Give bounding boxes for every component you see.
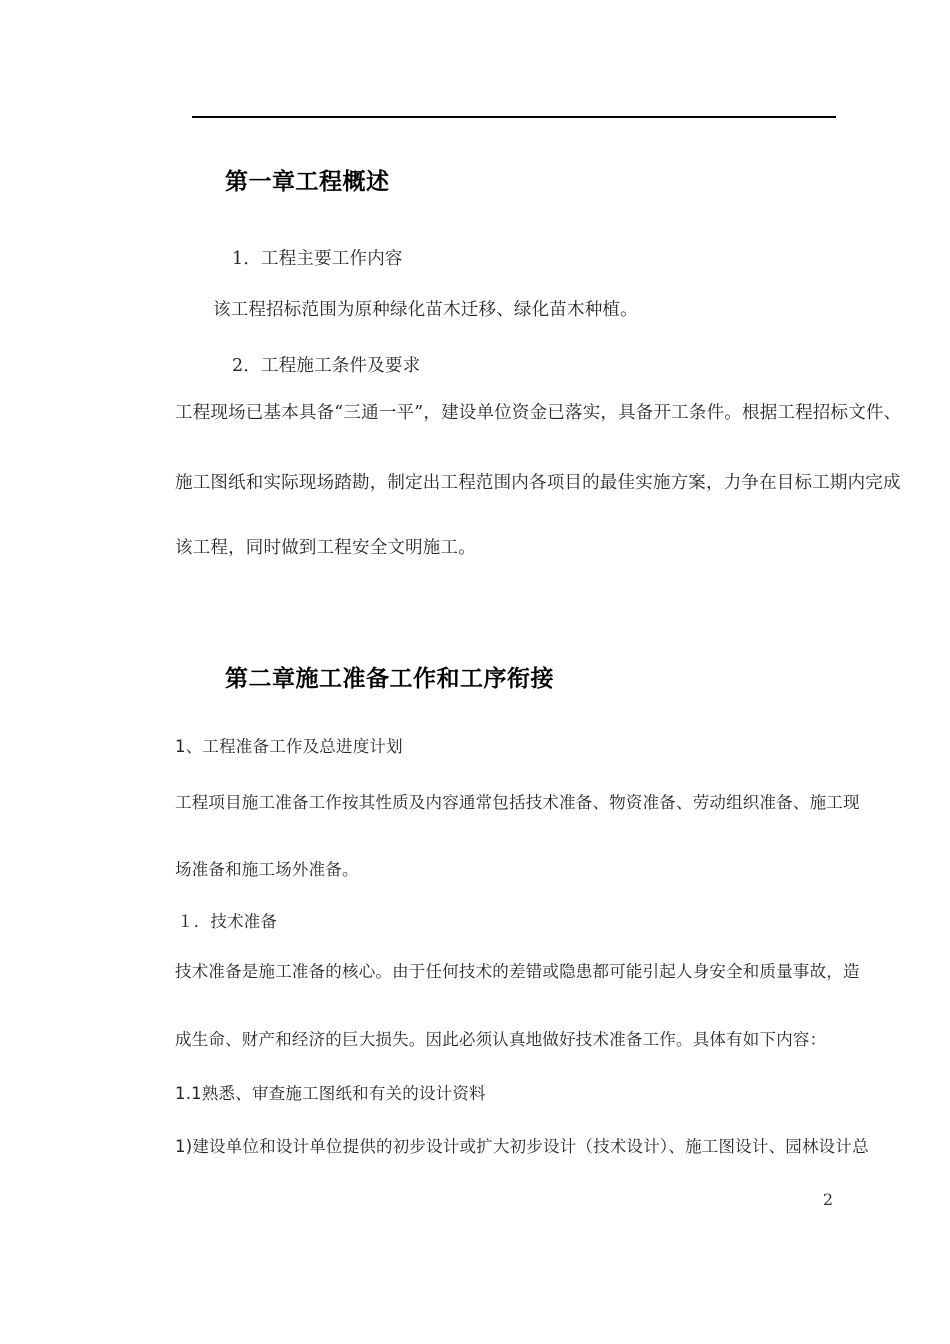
chapter-2-subsection-1-title: １．技术准备 <box>177 912 278 931</box>
page-number-value: 2 <box>822 1190 834 1209</box>
chapter-1-list-item-2: 2．工程施工条件及要求 <box>232 356 421 376</box>
chapter-2-item-1-1-title: 1.1熟悉、审查施工图纸和有关的设计资料 <box>175 1084 486 1103</box>
chapter-2-subsection-1-line-1: 技术准备是施工准备的核心。由于任何技术的差错或隐患都可能引起人身安全和质量事故，造 <box>175 962 860 981</box>
chapter-2-subsection-1-line-2: 成生命、财产和经济的巨大损失。因此必须认真地做好技术准备工作。具体有如下内容： <box>175 1030 827 1049</box>
chapter-1-paragraph-2-line-1: 工程现场已基本具备“三通一平”，建设单位资金已落实，具备开工条件。根据工程招标文件、 <box>175 403 902 423</box>
chapter-2-section-1-title: 1、工程准备工作及总进度计划 <box>175 737 403 756</box>
page-number <box>0 1190 950 1209</box>
chapter-1-list-item-1: 1．工程主要工作内容 <box>232 249 403 269</box>
chapter-1-paragraph-2-line-2: 施工图纸和实际现场踏勘，制定出工程范围内各项目的最佳实施方案，力争在目标工期内完成 <box>175 473 901 493</box>
chapter-2-item-1-1-line-1: 1)建设单位和设计单位提供的初步设计或扩大初步设计（技术设计）、施工图设计、园林设计总 <box>175 1137 869 1156</box>
chapter-1-heading: 第一章工程概述 <box>225 168 390 195</box>
chapter-1-paragraph-1: 该工程招标范围为原种绿化苗木迁移、绿化苗木种植。 <box>213 300 638 320</box>
header-rule <box>192 116 836 118</box>
chapter-2-section-1-line-2: 场准备和施工场外准备。 <box>175 860 359 879</box>
chapter-2-heading: 第二章施工准备工作和工序衔接 <box>225 665 554 692</box>
chapter-1-paragraph-2-line-3: 该工程，同时做到工程安全文明施工。 <box>175 538 476 558</box>
chapter-2-section-1-line-1: 工程项目施工准备工作按其性质及内容通常包括技术准备、物资准备、劳动组织准备、施工现 <box>175 793 860 812</box>
